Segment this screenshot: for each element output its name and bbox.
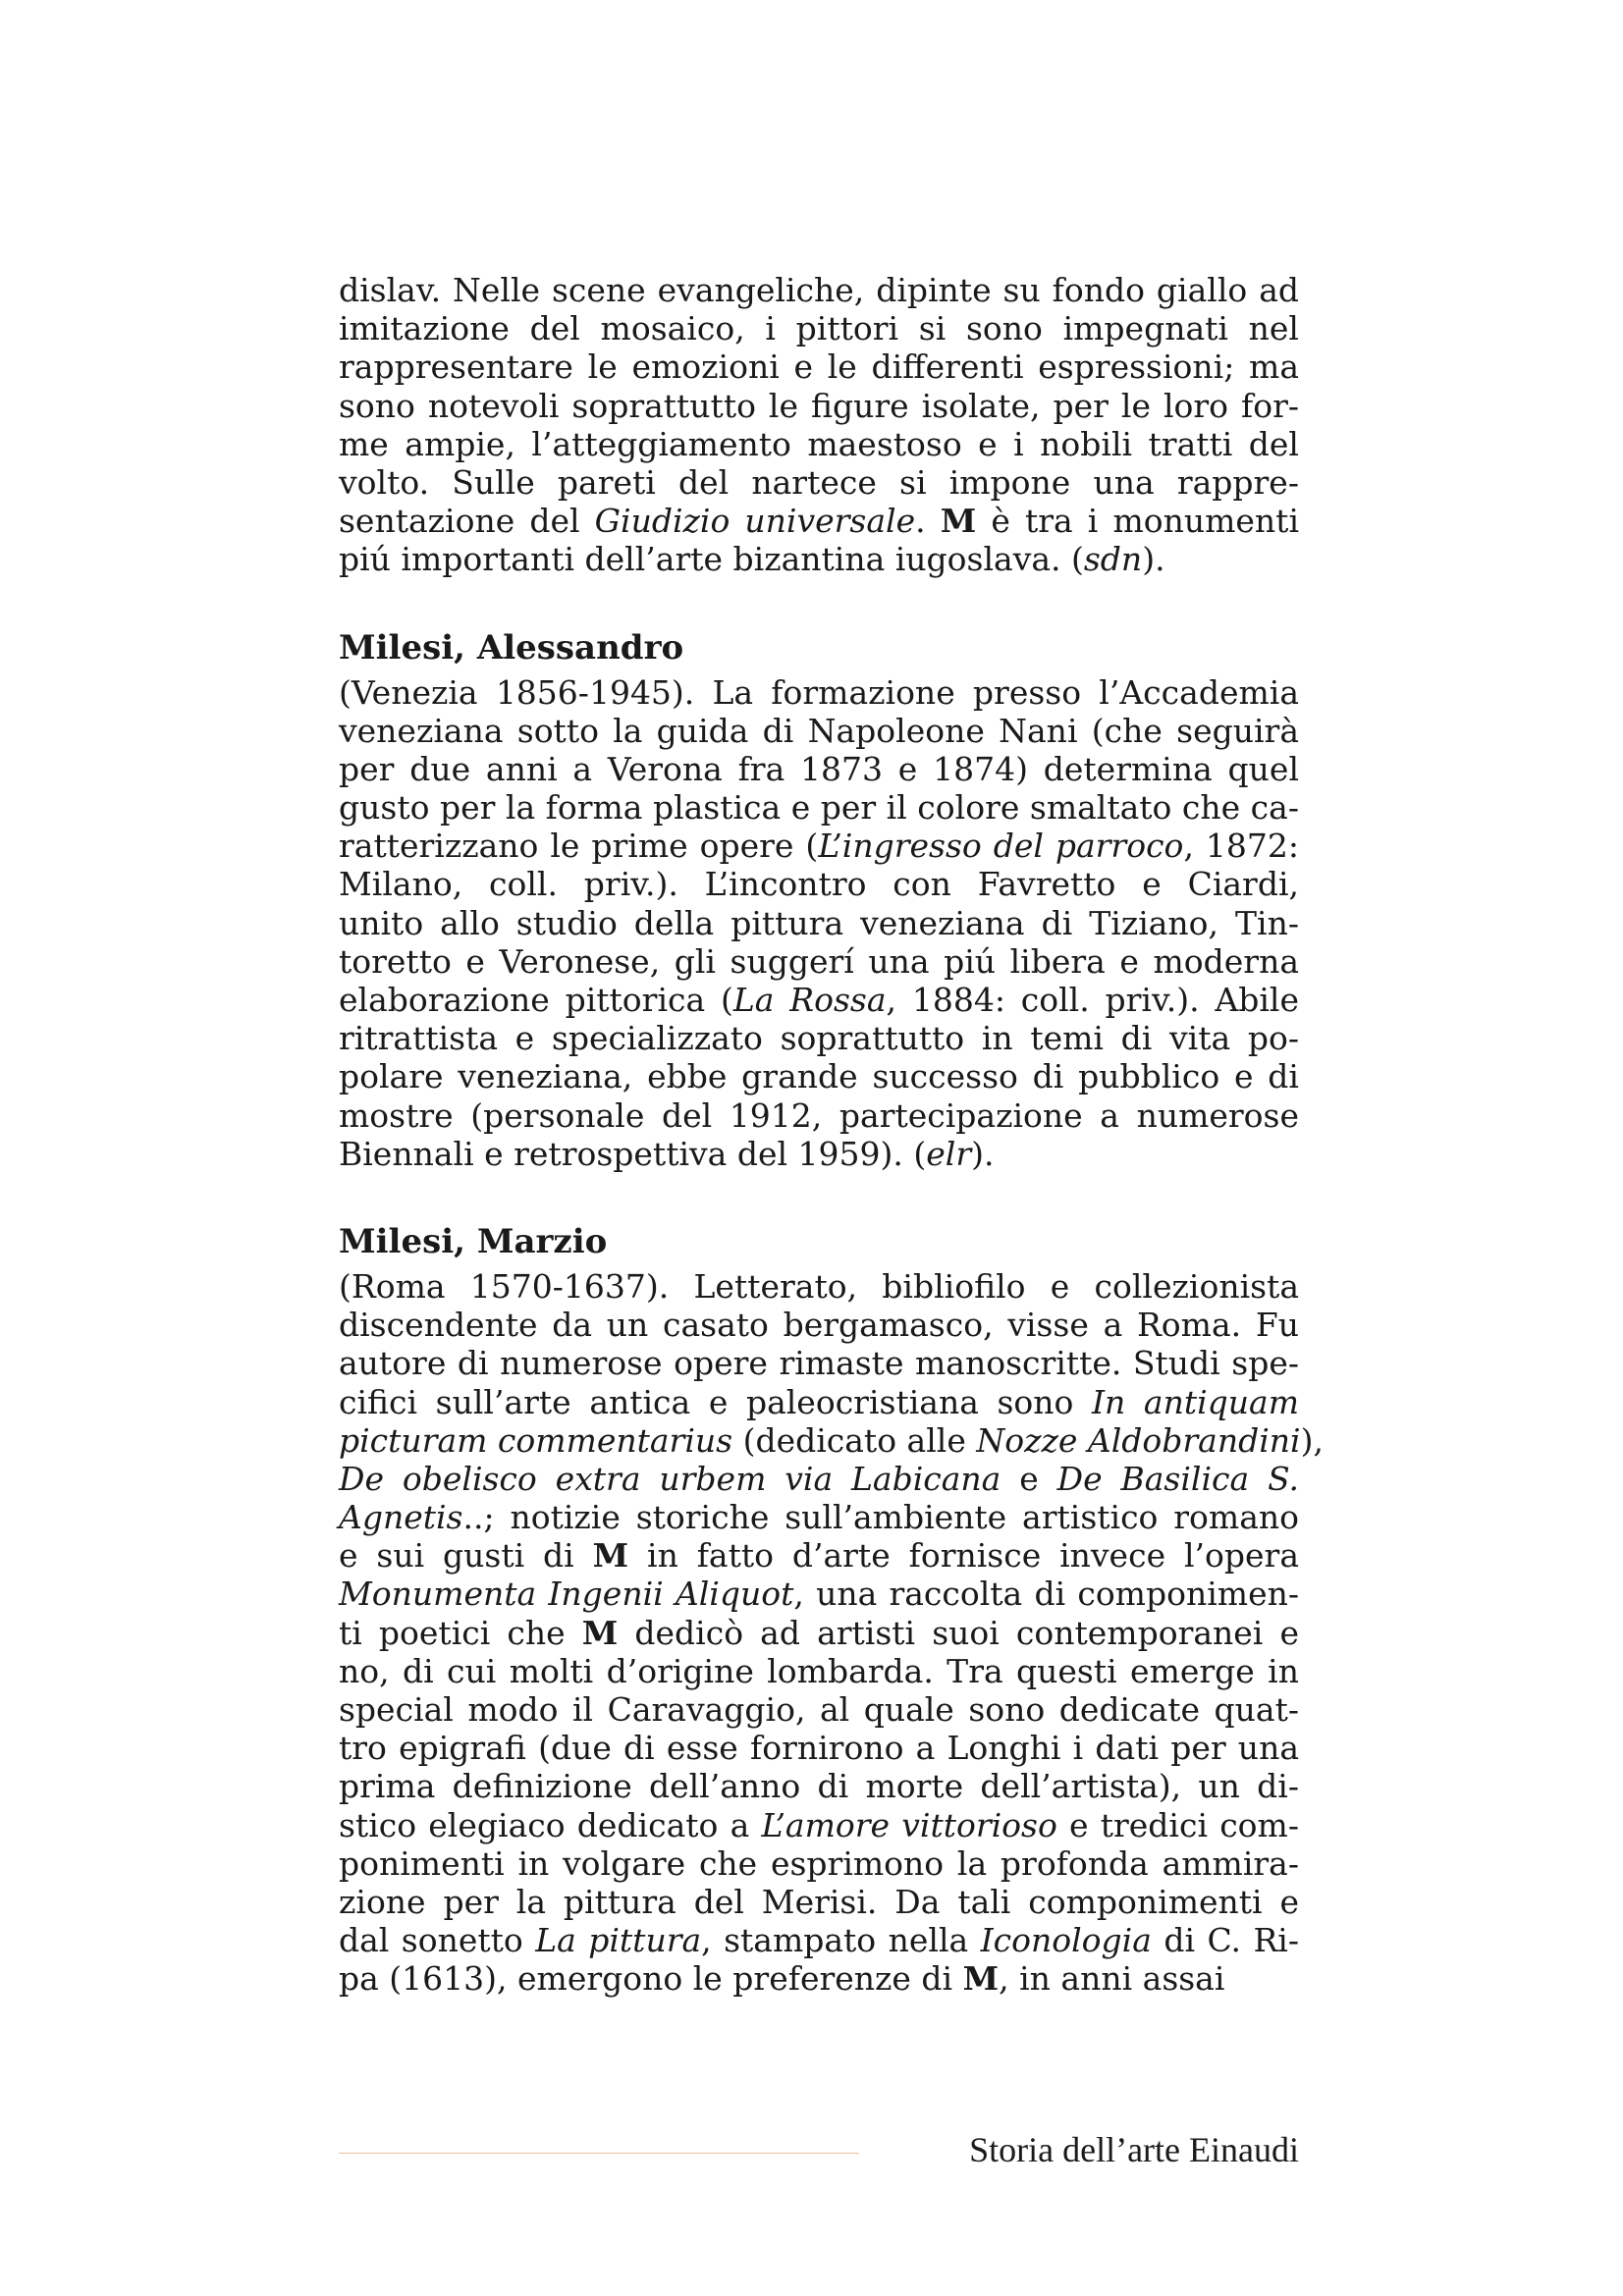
entry-heading: Milesi, Alessandro [339, 627, 684, 667]
italic-title: L’amore vittorioso [761, 1805, 1057, 1844]
text-run: di C. Ri- [1151, 1921, 1300, 1960]
text-run: prima definizione dell’anno di morte dell’artista), un di- [339, 1767, 1299, 1806]
text-run: sentazione del [339, 502, 595, 541]
text-run: ). [971, 1134, 995, 1173]
text-run: stico elegiaco dedicato a [339, 1805, 762, 1844]
text-line [339, 347, 1299, 386]
text-run: (dedicato alle [732, 1420, 977, 1460]
italic-title: De Basilica S. [1056, 1459, 1299, 1498]
text-line [339, 827, 1299, 865]
text-run: toretto e Veronese, gli suggerí una piú libera e moderna [339, 941, 1299, 981]
text-run: dedicò ad artisti suoi contemporanei e [618, 1613, 1299, 1652]
italic-title: La Rossa [732, 981, 887, 1019]
italic-title: Nozze Aldobrandini [976, 1420, 1301, 1460]
text-line [339, 1844, 1299, 1883]
text-line [339, 865, 1299, 903]
entry-milesi-marzio [339, 1221, 1324, 1999]
text-line [339, 540, 1299, 578]
text-line [339, 1652, 1299, 1690]
text-run: (Roma 1570-1637). Letterato, bibliofilo e collezionista [339, 1266, 1299, 1306]
italic-title: sdn [1083, 540, 1143, 579]
text-run: rappresentare le emozioni e le differenti espressioni; ma [339, 347, 1299, 387]
italic-title: La pittura [535, 1921, 702, 1960]
text-line [339, 1460, 1299, 1498]
text-run: , in anni assai [999, 1959, 1225, 1999]
text-line [339, 981, 1299, 1019]
text-run: cifici sull’arte antica e paleocristiana sono [339, 1382, 1092, 1421]
text-line [339, 1614, 1299, 1652]
text-line [339, 1767, 1299, 1805]
text-run: volto. Sulle pareti del nartece si impone una rappre- [339, 462, 1299, 502]
text-run: ritrattista e specializzato soprattutto in temi di vita po- [339, 1019, 1299, 1058]
italic-title: picturam commentarius [339, 1420, 733, 1460]
text-run: sono notevoli soprattutto le figure isolate, per le loro for- [339, 386, 1299, 425]
text-run: dislav. Nelle scene evangeliche, dipinte su fondo giallo ad [339, 271, 1299, 309]
text-run: gusto per la forma plastica e per il colore smaltato che ca- [339, 788, 1299, 828]
text-run: e sui gusti di [339, 1536, 593, 1575]
text-line [339, 1383, 1299, 1421]
entry-milesi-alessandro [339, 628, 1299, 1173]
text-run: ratterizzano le prime opere ( [339, 827, 819, 866]
text-run: ti poetici che [339, 1613, 582, 1652]
italic-title: Agnetis [339, 1498, 463, 1537]
text-line [339, 1536, 1299, 1575]
italic-title: De obelisco extra urbem via Labicana [339, 1459, 1001, 1498]
text-line [339, 309, 1299, 347]
text-line [339, 1344, 1299, 1382]
text-line [339, 1420, 1324, 1460]
text-line [339, 1057, 1299, 1095]
text-line [339, 1267, 1299, 1306]
text-line [339, 463, 1299, 502]
italic-title: Iconologia [980, 1921, 1152, 1960]
text-run: zione per la pittura del Merisi. Da tali componimenti e [339, 1882, 1299, 1921]
article-body [339, 271, 1324, 1999]
bold-abbreviation: M [962, 1959, 1000, 1999]
text-line [339, 1729, 1299, 1767]
text-line [339, 1575, 1299, 1613]
text-line [339, 750, 1299, 788]
text-run: dal sonetto [339, 1921, 536, 1960]
text-line [339, 1096, 1299, 1135]
text-line [339, 1019, 1299, 1057]
text-line [339, 1921, 1299, 1959]
text-run: . [915, 502, 941, 541]
bold-abbreviation: M [581, 1613, 619, 1652]
text-line [339, 712, 1299, 750]
italic-title: Monumenta Ingenii Aliquot [339, 1575, 794, 1614]
text-run: me ampie, l’atteggiamento maestoso e i nobili tratti del [339, 424, 1299, 463]
page-footer [339, 2125, 1299, 2174]
text-run: , stampato nella [701, 1921, 981, 1960]
entry-paragraph [339, 271, 1299, 579]
text-run: , 1872: [1183, 827, 1299, 866]
text-line [339, 1806, 1299, 1844]
text-line [339, 387, 1299, 425]
text-line [339, 673, 1299, 712]
text-run: (Venezia 1856-1945). La formazione presso l’Accademia [339, 672, 1299, 712]
text-run: e tredici com- [1056, 1805, 1299, 1844]
text-run: in fatto d’arte fornisce invece l’opera [628, 1536, 1299, 1575]
text-run: piú importanti dell’arte bizantina iugoslava. ( [339, 540, 1084, 579]
text-line [339, 1306, 1299, 1344]
text-line [339, 1690, 1299, 1729]
text-run: e [1001, 1459, 1057, 1498]
text-run: ). [1142, 540, 1165, 579]
text-run: discendente da un casato bergamasco, visse a Roma. Fu [339, 1306, 1299, 1345]
entry-paragraph [339, 673, 1299, 1173]
italic-title: elr [926, 1134, 972, 1173]
text-line [339, 1959, 1299, 1998]
text-line [339, 425, 1299, 463]
text-run: Milano, coll. priv.). L’incontro con Favretto e Ciardi, [339, 865, 1299, 904]
text-line [339, 942, 1299, 981]
text-run: unito allo studio della pittura veneziana di Tiziano, Tin- [339, 903, 1299, 942]
entry-continuation [339, 271, 1299, 579]
text-run: pa (1613), emergono le preferenze di [339, 1959, 963, 1999]
text-run: autore di numerose opere rimaste manoscritte. Studi spe- [339, 1344, 1299, 1383]
entry-heading: Milesi, Marzio [339, 1221, 608, 1261]
footer-publisher-text: Storia dell’arte Einaudi [969, 2130, 1299, 2169]
text-run: per due anni a Verona fra 1873 e 1874) determina quel [339, 749, 1299, 788]
text-run: elaborazione pittorica ( [339, 981, 733, 1019]
text-run: veneziana sotto la guida di Napoleone Nani (che seguirà [339, 711, 1299, 750]
text-line [339, 1498, 1299, 1536]
text-run: ponimenti in volgare che esprimono la profonda ammira- [339, 1843, 1299, 1883]
footer-rule [339, 2153, 859, 2154]
text-run: è tra i monumenti [976, 502, 1299, 541]
text-line [339, 1135, 1299, 1173]
text-line [339, 788, 1299, 827]
text-run: tro epigrafi (due di esse fornirono a Longhi i dati per una [339, 1729, 1299, 1768]
text-line [339, 271, 1299, 309]
bold-abbreviation: M [592, 1536, 629, 1575]
text-run: , 1884: coll. priv.). Abile [886, 981, 1299, 1019]
text-run: mostre (personale del 1912, partecipazione a numerose [339, 1095, 1299, 1135]
entry-paragraph [339, 1266, 1324, 1999]
text-line [339, 904, 1299, 942]
text-run: ..; notizie storiche sull’ambiente artistico romano [462, 1498, 1299, 1537]
text-run: polare veneziana, ebbe grande successo di pubblico e di [339, 1057, 1299, 1096]
text-run: special modo il Caravaggio, al quale sono dedicate quat- [339, 1690, 1299, 1729]
text-run: ), [1300, 1420, 1324, 1460]
text-run: no, di cui molti d’origine lombarda. Tra questi emerge in [339, 1651, 1299, 1690]
italic-title: In antiquam [1092, 1382, 1299, 1421]
bold-abbreviation: M [940, 502, 977, 541]
text-run: , una raccolta di componimen- [793, 1575, 1300, 1614]
text-run: imitazione del mosaico, i pittori si sono impegnati nel [339, 309, 1299, 348]
text-line [339, 1883, 1299, 1921]
text-run: Biennali e retrospettiva del 1959). ( [339, 1134, 927, 1173]
italic-title: Giudizio universale [594, 502, 916, 541]
text-line [339, 502, 1299, 540]
italic-title: L’ingresso del parroco [818, 827, 1184, 866]
